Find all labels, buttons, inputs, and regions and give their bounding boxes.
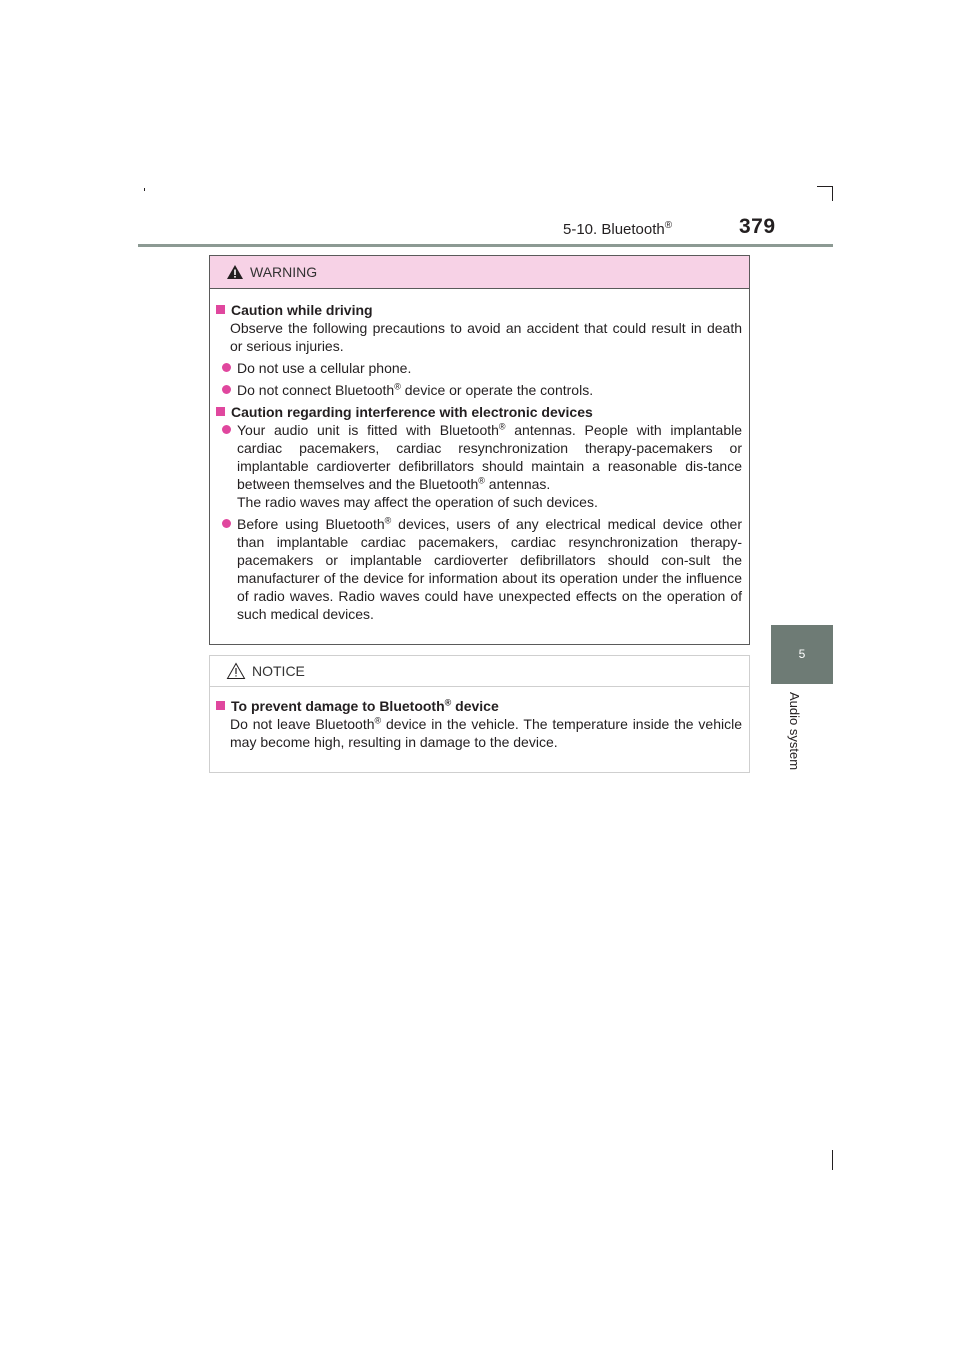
round-bullet-icon — [222, 385, 231, 394]
paragraph: Observe the following precautions to avoid an accident that could result in death or serious injuries. — [230, 320, 742, 354]
notice-box — [209, 655, 750, 773]
crop-mark — [832, 186, 833, 201]
section-heading: To prevent damage to Bluetooth® device — [216, 697, 742, 715]
chapter-tab[interactable]: 5 — [771, 625, 833, 684]
list-item: Before using Bluetooth® devices, users of any electrical medical device other than implantable cardiac pacemakers, cardiac resynchronization therapy-pacemakers or implantable cardioverter defibrillators should con-sult the manufacturer of the device for information about its operation under the influence of radio waves. Radio waves could have unexpected effects on the operation of such medical devices. — [222, 515, 742, 623]
list-item: Do not connect Bluetooth® device or operate the controls. — [222, 381, 742, 399]
round-bullet-icon — [222, 519, 231, 528]
round-bullet-icon — [222, 425, 231, 434]
crop-mark — [817, 186, 832, 187]
list-item: Do not use a cellular phone. — [222, 359, 742, 377]
notice-title: NOTICE — [252, 663, 305, 679]
square-bullet-icon — [216, 305, 225, 314]
notice-header — [210, 656, 749, 687]
warning-triangle-icon — [226, 264, 244, 280]
page-number: 379 — [739, 215, 776, 238]
square-bullet-icon — [216, 407, 225, 416]
list-item: Your audio unit is fitted with Bluetooth® antennas. People with implantable cardiac pacemakers, cardiac resynchronization therapy-pacemakers or implantable cardioverter defibrillators should maintain a reasonable dis-tance between themselves and the Bluetooth® antennas. The radio waves may affect the operation of such devices. — [222, 421, 742, 511]
section-heading: Caution regarding interference with electronic devices — [216, 403, 742, 421]
caution-triangle-outline-icon — [226, 662, 246, 680]
chapter-label: Audio system — [787, 692, 802, 771]
header-rule — [138, 244, 833, 247]
warning-title: WARNING — [250, 264, 318, 280]
warning-box — [209, 255, 750, 645]
section-title: 5-10. Bluetooth® — [563, 220, 673, 238]
section-heading: Caution while driving — [216, 301, 742, 319]
crop-mark — [832, 1150, 833, 1170]
crop-mark — [144, 188, 145, 191]
round-bullet-icon — [222, 363, 231, 372]
square-bullet-icon — [216, 701, 225, 710]
paragraph: Do not leave Bluetooth® device in the vehicle. The temperature inside the vehicle may become high, resulting in damage to the device. — [230, 715, 742, 750]
warning-header — [210, 256, 749, 289]
